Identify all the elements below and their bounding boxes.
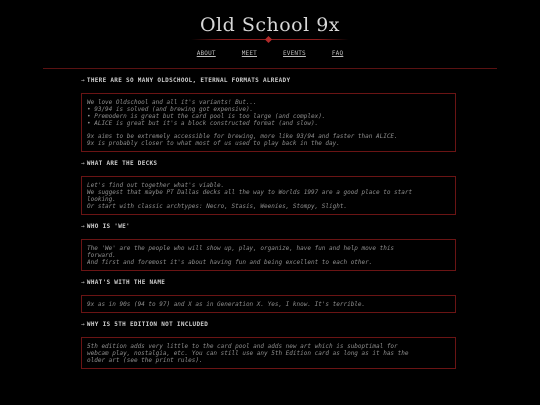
arrow-right-icon: → (81, 321, 85, 328)
body-text-line: older art (see the print rules). (87, 357, 203, 364)
logo-ornament (191, 37, 349, 43)
body-text-line: 9x aims to be extremely accessible for brewing, more like 93/94 and faster than ALICE. (87, 133, 398, 140)
faq-content (0, 77, 456, 369)
body-text-line: • Premodern is great but the card pool is too large (and complex). (87, 113, 326, 120)
body-text-line: 5th edition adds very little to the card pool and adds new art which is suboptimal for (87, 343, 398, 350)
who-section (81, 223, 456, 271)
body-text-line: webcam play, nostalgia, etc. You can still use any 5th Edition card as long as it has the (87, 350, 409, 357)
body-text-line: 9x is probably closer to what most of us used to play back in the day. (87, 140, 340, 147)
section-body (81, 239, 456, 271)
ornament-gem (265, 36, 272, 43)
section-title-text: WHAT'S WITH THE NAME (86, 279, 166, 286)
section-body (81, 176, 456, 215)
site-logo[interactable]: Old School 9x (199, 14, 341, 36)
body-text-line: Or start with classic archtypes: Necro, Stasis, Weenies, Stompy, Slight. (87, 203, 348, 210)
nav-link-meet[interactable]: MEET (241, 50, 257, 57)
arrow-right-icon: → (81, 77, 85, 84)
nav-link-events[interactable]: EVENTS (283, 50, 306, 57)
section-title (81, 223, 456, 231)
body-text-line: looking. (87, 196, 116, 203)
section-title-text: THERE ARE SO MANY OLDSCHOOL, ETERNAL FORMATS ALREADY (86, 77, 291, 84)
main-nav (0, 50, 540, 57)
body-text-line: We love Oldschool and all it's variants! But... (87, 99, 257, 106)
arrow-right-icon: → (81, 279, 85, 286)
section-body (81, 295, 456, 313)
body-text-line: • 93/94 is solved (and brewing got expensive). (87, 106, 254, 113)
body-text-line: The 'We' are the people who will show up, play, organize, have fun and help move this (87, 245, 395, 252)
section-title (81, 279, 456, 287)
body-text-line: • ALICE is great but it's a block constructed format (and slow). (87, 120, 319, 127)
section-title (81, 321, 456, 329)
section-title (81, 77, 456, 85)
fifth-edition-section (81, 321, 456, 369)
section-title (81, 160, 456, 168)
arrow-right-icon: → (81, 223, 85, 230)
name-section (81, 279, 456, 313)
formats-section (81, 77, 456, 152)
section-title-text: WHO IS 'WE' (86, 223, 130, 230)
nav-link-faq[interactable]: FAQ (331, 50, 344, 57)
section-title-text: WHY IS 5TH EDITION NOT INCLUDED (86, 321, 209, 328)
site-header (0, 0, 540, 57)
header-divider (43, 68, 497, 69)
section-body (81, 337, 456, 369)
decks-section (81, 160, 456, 215)
section-title-text: WHAT ARE THE DECKS (86, 160, 158, 167)
body-text-line: We suggest that maybe PT Dallas decks all the way to Worlds 1997 are a good place to start (87, 189, 413, 196)
body-text-line: 9x as in 90s (94 to 97) and X as in Generation X. Yes, I know. It's terrible. (87, 301, 366, 308)
arrow-right-icon: → (81, 160, 85, 167)
body-text-line: Let's find out together what's viable. (87, 182, 225, 189)
body-text-line: forward. (87, 252, 116, 259)
nav-link-about[interactable]: ABOUT (196, 50, 216, 57)
section-body (81, 93, 456, 152)
body-text-line: And first and foremost it's about having fun and being excellent to each other. (87, 259, 373, 266)
